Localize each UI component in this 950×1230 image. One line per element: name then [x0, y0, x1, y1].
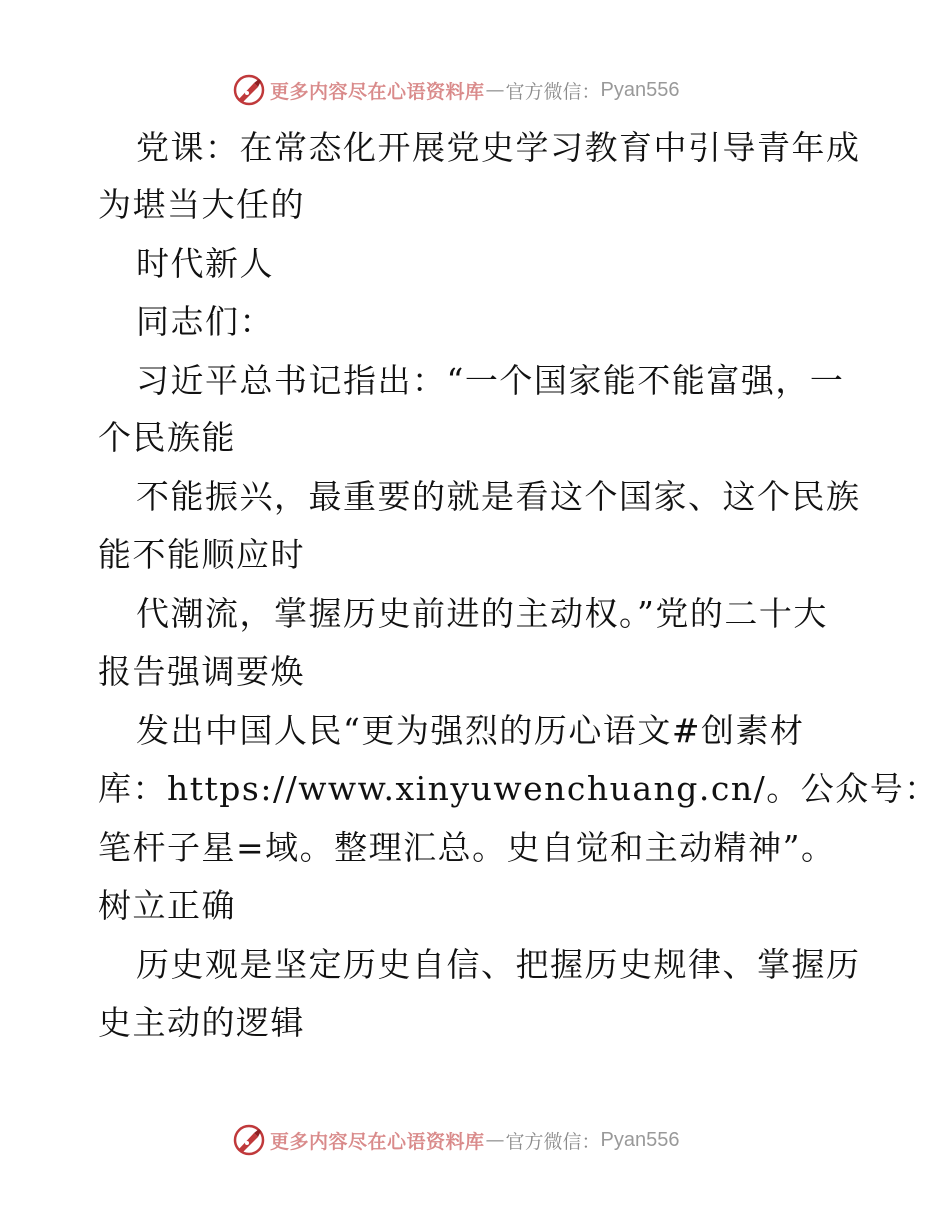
- body-line: 史主动的逻辑: [98, 1003, 305, 1042]
- watermark-dash: —: [485, 79, 505, 101]
- body-line: 历史观是坚定历史自信、把握历史规律、掌握历: [136, 945, 861, 984]
- body-line: 代潮流，掌握历史前进的主动权。”党的二十大: [136, 594, 828, 633]
- pen-logo-icon: [232, 73, 266, 107]
- watermark-brand: 更多内容尽在心语资料库: [270, 1130, 485, 1153]
- watermark-contact-id: Pyan556: [600, 1128, 680, 1151]
- body-line: 发出中国人民“更为强烈的历心语文#创素材: [136, 711, 805, 750]
- body-line: 同志们：: [136, 302, 274, 341]
- body-line: 库：https://www.xinyuwenchuang.cn/。公众号：: [98, 769, 939, 808]
- body-line: 为堪当大任的: [98, 185, 305, 224]
- body-line: 习近平总书记指出：“一个国家能不能富强，一: [136, 361, 845, 400]
- header-watermark: [232, 72, 680, 108]
- body-line: 不能振兴，最重要的就是看这个国家、这个民族: [136, 477, 861, 516]
- body-line: 时代新人: [136, 244, 274, 283]
- watermark-contact-label: 官方微信：: [505, 1130, 601, 1153]
- body-line: 能不能顺应时: [98, 535, 305, 574]
- watermark-dash: —: [485, 1129, 505, 1151]
- body-line: 笔杆子星=域。整理汇总。史自觉和主动精神”。: [98, 828, 836, 867]
- body-line: 报告强调要焕: [98, 652, 305, 691]
- watermark-contact-id: Pyan556: [600, 78, 680, 101]
- watermark-contact-label: 官方微信：: [505, 80, 601, 103]
- footer-watermark: [232, 1122, 680, 1158]
- pen-logo-icon: [232, 1123, 266, 1157]
- body-line: 党课：在常态化开展党史学习教育中引导青年成: [136, 128, 861, 167]
- body-line: 个民族能: [98, 418, 236, 457]
- watermark-brand: 更多内容尽在心语资料库: [270, 80, 485, 103]
- body-line: 树立正确: [98, 886, 236, 925]
